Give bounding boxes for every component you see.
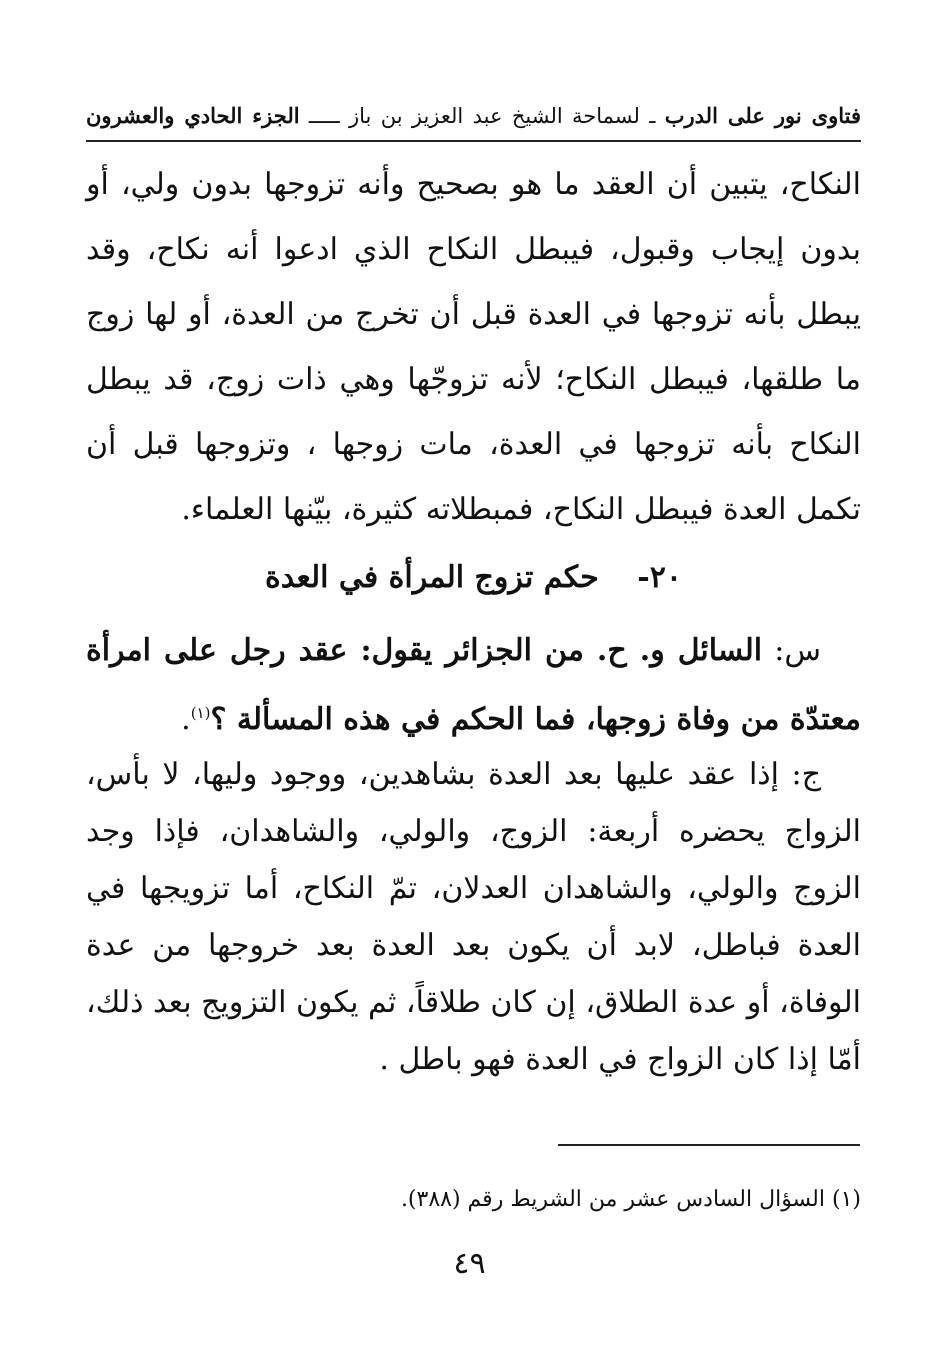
footnote: (١) السؤال السادس عشر من الشريط رقم (٣٨٨). bbox=[400, 1187, 861, 1212]
question-block bbox=[86, 620, 861, 751]
section-number: ٢٠- bbox=[637, 560, 682, 595]
question-text: السائل و. ح. من الجزائر يقول: عقد رجل على امرأة معتدّة من وفاة زوجها، فما الحكم في هذه المسألة ؟ bbox=[86, 633, 861, 737]
answer-text: ج: إذا عقد عليها بعد العدة بشاهدين، ووجود وليها، لا بأس، الزواج يحضره أربعة: الزوج، والولي، والشاهدان، فإذا وجد الزوج والولي، والشاهدان العدلان، تمّ النكاح، أما تزويجها في العدة فباطل، لابد أن يكون بعد العدة بعد خروجها من عدة الوفاة، أو عدة الطلاق، إن كان طلاقاً، ثم يكون التزويج بعد ذلك، أمّا إذا كان الزواج في العدة فهو باطل . bbox=[86, 757, 861, 1077]
footnote-reference: (١) bbox=[190, 704, 211, 722]
question-prefix: س: bbox=[774, 633, 821, 668]
answer-block bbox=[86, 746, 861, 1088]
question-end: . bbox=[181, 702, 191, 737]
body-continuation bbox=[86, 152, 861, 542]
section-heading bbox=[86, 548, 861, 608]
section-title: حكم تزوج المرأة في العدة bbox=[265, 560, 599, 595]
page-number: ٤٩ bbox=[453, 1246, 486, 1281]
paragraph: النكاح، يتبين أن العقد ما هو بصحيح وأنه تزوجها بدون ولي، أو بدون إيجاب وقبول، فيبطل النكاح الذي ادعوا أنه نكاح، وقد يبطل بأنه تزوجها في العدة قبل أن تخرج من العدة، أو لها زوج ما طلقها، فيبطل النكاح؛ لأنه تزوجّها وهي ذات زوج، قد يبطل النكاح بأنه تزوجها في العدة، مات زوجها ، وتزوجها قبل أن تكمل العدة فيبطل النكاح، فمبطلاته كثيرة، بيّنها العلماء. bbox=[86, 167, 861, 527]
book-title: فتاوى نور على الدرب bbox=[664, 103, 861, 128]
footnote-divider bbox=[558, 1144, 860, 1146]
volume-label: الجزء الحادي والعشرون bbox=[86, 103, 300, 128]
running-header bbox=[86, 98, 861, 134]
author-name: ـ لسماحة الشيخ عبد العزيز بن باز ـــــ bbox=[308, 104, 656, 128]
header-divider bbox=[86, 140, 861, 142]
